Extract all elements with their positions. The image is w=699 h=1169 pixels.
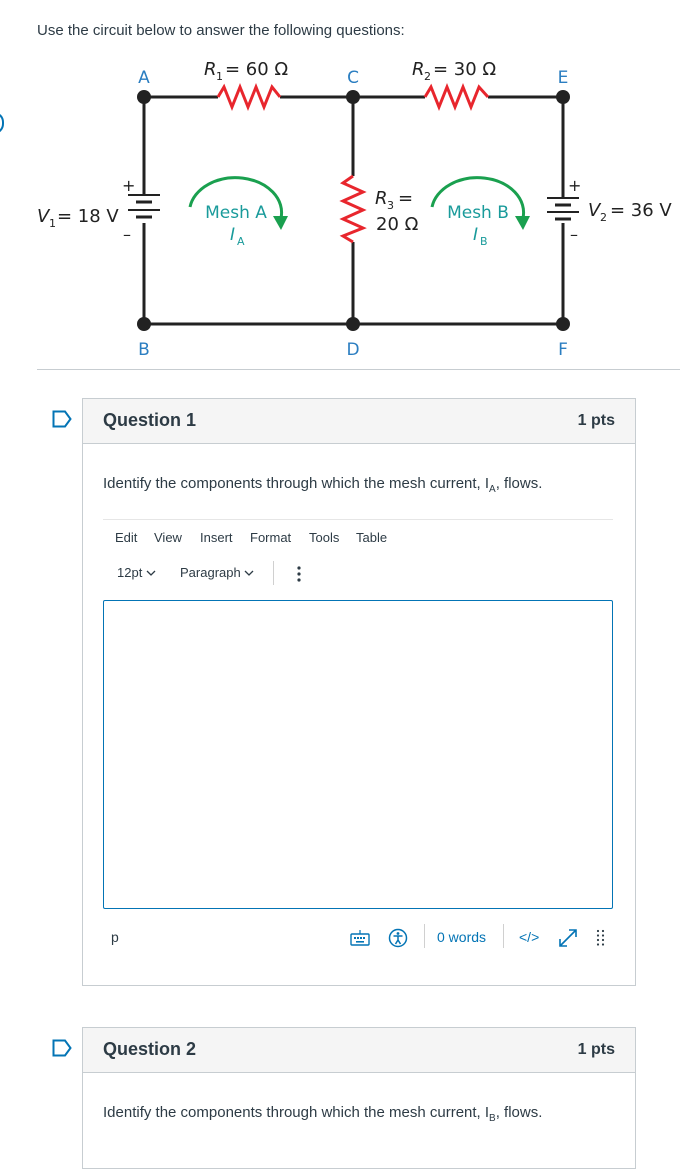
html-editor-toggle[interactable]: </> [519,929,540,945]
resistor-r1 [218,87,280,107]
v2-label [568,176,672,244]
svg-text:= 18 V: = 18 V [57,206,119,227]
svg-text:V: V [588,200,601,221]
svg-text:+: + [568,176,582,195]
svg-text:V: V [37,206,50,227]
left-edge-marker [0,112,4,134]
resistor-r2 [425,87,488,107]
answer-editor[interactable] [103,600,613,909]
more-options-icon[interactable] [296,565,302,583]
svg-text:3: 3 [387,199,394,212]
svg-text:= 60 Ω: = 60 Ω [225,59,289,80]
editor-statusbar [103,921,613,955]
svg-text:–: – [570,225,578,244]
node-f-label: F [558,340,568,360]
menu-insert[interactable]: Insert [200,530,233,545]
battery-v2 [547,198,579,219]
mesh-b-label: Mesh B [447,203,509,223]
v1-label [37,176,135,244]
circuit-diagram [30,50,680,362]
svg-text:2: 2 [600,211,607,224]
svg-text:R: R [204,59,217,80]
r2-label [412,59,496,83]
node-b-label: B [138,340,150,360]
svg-text:1: 1 [216,70,223,83]
toolbar-divider [273,561,274,585]
menu-format[interactable]: Format [250,530,292,545]
battery-v1 [128,195,160,217]
svg-text:2: 2 [424,70,431,83]
menu-tools[interactable]: Tools [309,530,340,545]
question-1-title: Question 1 [103,410,197,430]
status-divider [424,924,425,948]
question-2-points: 1 pts [577,1041,615,1058]
mesh-a-label: Mesh A [205,203,267,223]
resize-handle-icon[interactable] [596,929,606,947]
svg-text:=: = [398,188,414,209]
question-2-header [83,1028,635,1073]
r1-label [204,59,288,83]
mesh-a-annotation [190,178,288,248]
menu-edit[interactable]: Edit [115,530,138,545]
question-1-header [83,399,635,444]
question-2-card [82,1027,636,1169]
editor-toolbar [103,559,613,591]
node-c-label: C [347,68,359,88]
flag-question-icon[interactable] [52,1039,72,1057]
menu-view[interactable]: View [154,530,182,545]
svg-text:R: R [375,188,388,209]
svg-text:20 Ω: 20 Ω [376,214,419,235]
chevron-down-icon [244,569,254,577]
question-1-text: Identify the components through which the mesh current, $I_A$, flows. [103,475,543,495]
intro-text: Use the circuit below to answer the following questions: [37,22,405,39]
accessibility-icon[interactable] [388,928,408,948]
resistor-r3 [343,176,363,242]
svg-text:I: I [473,225,479,245]
status-divider [503,924,504,948]
question-1-card [82,398,636,986]
svg-text:I: I [230,225,236,245]
svg-text:= 36 V: = 36 V [610,200,672,221]
node-e-label: E [557,68,569,88]
svg-text:= 30 Ω: = 30 Ω [433,59,497,80]
flag-question-icon[interactable] [52,410,72,428]
keyboard-icon[interactable] [350,930,370,946]
mesh-b-annotation [432,178,530,248]
font-size-dropdown[interactable]: 12pt [117,565,156,580]
element-path[interactable]: p [111,929,119,945]
fullscreen-icon[interactable] [558,928,578,948]
svg-text:R: R [412,59,425,80]
section-divider [37,369,680,370]
svg-text:B: B [480,235,488,248]
chevron-down-icon [146,569,156,577]
svg-text:1: 1 [49,217,56,230]
question-1-points: 1 pts [577,412,615,429]
block-format-dropdown[interactable]: Paragraph [180,565,254,580]
node-d-label: D [346,340,360,360]
question-2-text: Identify the components through which the mesh current, $I_B$, flows. [103,1104,543,1124]
menu-table[interactable]: Table [356,530,388,545]
question-2-title: Question 2 [103,1039,197,1059]
editor-menubar [103,519,613,558]
svg-text:+: + [122,176,136,195]
r3-label [375,188,419,235]
word-count[interactable]: 0 words [437,929,487,945]
svg-text:–: – [123,225,131,244]
svg-text:A: A [237,235,245,248]
node-a-label: A [138,68,150,88]
